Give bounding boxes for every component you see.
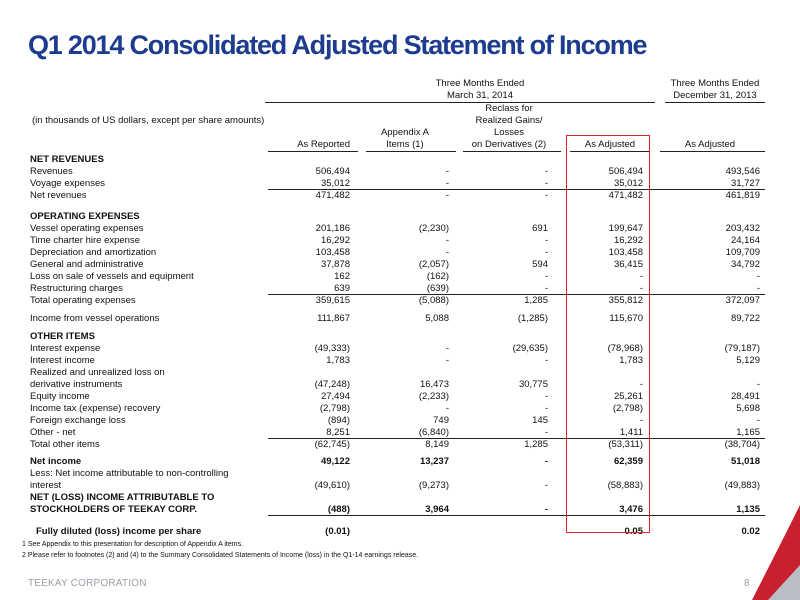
row-value: 111,867 [317,313,350,324]
row-value: 34,792 [730,259,760,270]
row-value: 115,670 [609,313,643,324]
row-label: Other - net [30,427,76,438]
row-value: - [544,504,548,515]
row-value: (49,883) [724,480,760,491]
row-value: 203,432 [725,223,760,234]
footnote-2: 2 Please refer to footnotes (2) and (4) to the Summary Consolidated Statements of Income (loss) in the Q1-14 earnings release. [22,552,419,559]
row-value: (79,187) [724,343,760,354]
col-underline [463,151,561,152]
col-underline [268,151,358,152]
row-value: 506,494 [315,166,350,177]
row-value: (488) [327,504,350,515]
row-value: 51,018 [730,456,760,467]
row-value: 25,261 [613,391,643,402]
row-value: - [756,283,760,294]
row-value: - [756,415,760,426]
row-value: (5,088) [418,295,449,306]
total-rule [268,515,765,516]
row-value: - [544,456,548,467]
row-value: - [445,190,449,201]
row-value: (2,057) [418,259,449,270]
row-value: 1,783 [326,355,350,366]
subtotal-rule [268,189,765,190]
row-value: - [756,271,760,282]
row-value: (6,840) [418,427,449,438]
row-value: (62,745) [314,439,350,450]
col-appendix-line2: Items (1) [386,139,424,150]
row-value: 0.02 [741,526,760,537]
row-value: 461,819 [725,190,760,201]
row-value: 355,812 [608,295,643,306]
row-value: - [445,403,449,414]
row-label: STOCKHOLDERS OF TEEKAY CORP. [30,504,197,515]
row-value: 359,615 [315,295,350,306]
row-value: 1,135 [736,504,760,515]
row-value: - [544,283,548,294]
row-value: 372,097 [725,295,760,306]
row-value: - [544,247,548,258]
row-label: Interest expense [30,343,101,354]
period-date-prior: December 31, 2013 [673,90,757,101]
row-label: NET REVENUES [30,154,104,165]
row-value: 36,415 [613,259,643,270]
row-label: General and administrative [30,259,144,270]
row-value: - [639,283,643,294]
row-value: - [445,247,449,258]
row-value: - [445,343,449,354]
row-value: (29,635) [512,343,548,354]
row-value: 109,709 [725,247,760,258]
row-value: 24,164 [730,235,760,246]
row-label: Realized and unrealized loss on [30,367,165,378]
row-value: (53,311) [608,439,643,450]
row-value: 201,186 [315,223,350,234]
col-appendix-line1: Appendix A [380,127,430,138]
row-value: 62,359 [613,456,643,467]
row-value: - [639,379,643,390]
row-value: 16,292 [613,235,643,246]
corner-decoration [730,505,800,600]
row-label: OPERATING EXPENSES [30,211,140,222]
col-reclass-line3: Losses [493,127,525,138]
row-value: 199,647 [608,223,643,234]
row-label: Less: Net income attributable to non-controlling [30,468,229,479]
period-header-prior: Three Months Ended [670,78,760,89]
row-value: - [445,355,449,366]
row-label: Foreign exchange loss [30,415,126,426]
row-value: - [544,391,548,402]
row-value: - [756,379,760,390]
row-value: - [544,271,548,282]
units-note: (in thousands of US dollars, except per share amounts) [32,115,265,126]
row-value: 31,727 [730,178,760,189]
row-value: 13,237 [419,456,449,467]
row-value: 1,783 [619,355,643,366]
row-value: 5,088 [425,313,449,324]
row-value: 37,878 [320,259,350,270]
row-value: (38,704) [724,439,760,450]
row-value: 1,165 [736,427,760,438]
row-value: 749 [433,415,449,426]
row-value: (2,230) [418,223,449,234]
col-reclass-line1: Reclass for [485,103,533,114]
row-value: 30,775 [518,379,548,390]
row-value: 35,012 [320,178,350,189]
row-value: 639 [334,283,350,294]
row-label: Total other items [30,439,100,450]
col-reclass-line4: on Derivatives (2) [471,139,547,150]
row-label: Restructuring charges [30,283,123,294]
row-value: 1,411 [619,427,643,438]
row-value: (2,798) [319,403,350,414]
col-as-adjusted-prior: As Adjusted [684,139,736,150]
row-value: 145 [532,415,548,426]
row-value: 16,292 [320,235,350,246]
row-value: - [544,178,548,189]
row-value: - [544,166,548,177]
row-value: 162 [334,271,350,282]
col-reclass-line2: Realized Gains/ [475,115,543,126]
as-adjusted-highlight-box [566,135,650,533]
row-value: 89,722 [730,313,760,324]
col-underline [366,151,456,152]
row-label: Loss on sale of vessels and equipment [30,271,194,282]
row-value: (49,333) [314,343,350,354]
row-value: - [544,403,548,414]
row-label: NET (LOSS) INCOME ATTRIBUTABLE TO [30,492,215,503]
row-value: 594 [532,259,548,270]
row-value: 1,285 [524,295,548,306]
header-underline-prior [665,102,765,103]
row-label: Time charter hire expense [30,235,141,246]
row-value: 0.05 [624,526,643,537]
row-label: Depreciation and amortization [30,247,157,258]
row-value: - [544,480,548,491]
row-value: 49,122 [320,456,350,467]
page-title: Q1 2014 Consolidated Adjusted Statement of Income [28,30,647,60]
period-date-current: March 31, 2014 [446,90,513,101]
row-value: - [639,415,643,426]
row-label: Income from vessel operations [30,313,160,324]
row-value: (78,968) [607,343,643,354]
row-value: - [445,235,449,246]
row-value: 1,285 [524,439,548,450]
row-value: (1,285) [517,313,548,324]
row-label: Voyage expenses [30,178,106,189]
row-value: 5,698 [736,403,760,414]
row-value: (894) [327,415,350,426]
row-label: Net revenues [30,190,87,201]
subtotal-rule [268,438,765,439]
row-value: 8,149 [425,439,449,450]
row-value: - [544,427,548,438]
row-label: Vessel operating expenses [30,223,144,234]
row-value: - [445,178,449,189]
row-value: 5,129 [736,355,760,366]
subtotal-rule [268,294,765,295]
row-value: 3,964 [425,504,449,515]
row-value: (2,798) [612,403,643,414]
row-label: Total operating expenses [30,295,136,306]
page-number: 8 [744,578,750,589]
row-value: (2,233) [418,391,449,402]
row-value: (162) [426,271,449,282]
row-value: (47,248) [314,379,350,390]
row-value: 493,546 [725,166,760,177]
row-label: interest [30,480,62,491]
row-label: Equity income [30,391,90,402]
row-value: (0.01) [325,526,350,537]
row-value: - [445,166,449,177]
footer-company: TEEKAY CORPORATION [28,578,147,589]
row-value: - [544,235,548,246]
row-value: 8,251 [326,427,350,438]
period-header-current: Three Months Ended [435,78,525,89]
row-value: 103,458 [315,247,350,258]
row-label: derivative instruments [30,379,123,390]
col-underline [660,151,765,152]
row-label: Interest income [30,355,95,366]
row-value: 3,476 [619,504,643,515]
row-value: - [544,355,548,366]
row-value: 27,494 [320,391,350,402]
row-label: Net income [30,456,82,467]
col-as-adjusted: As Adjusted [584,139,636,150]
row-value: 28,491 [730,391,760,402]
row-value: 506,494 [608,166,643,177]
row-label: Income tax (expense) recovery [30,403,161,414]
row-value: - [639,271,643,282]
col-as-reported: As Reported [297,139,350,150]
footnote-1: 1 See Appendix to this presentation for description of Appendix A items. [22,541,244,548]
row-value: 35,012 [613,178,643,189]
row-label: Fully diluted (loss) income per share [36,526,202,537]
row-value: (58,883) [607,480,643,491]
row-value: (49,610) [314,480,350,491]
row-value: - [544,190,548,201]
row-label: Revenues [30,166,73,177]
row-value: (9,273) [418,480,449,491]
row-value: (639) [426,283,449,294]
row-value: 103,458 [608,247,643,258]
row-value: 691 [532,223,548,234]
row-value: 16,473 [419,379,449,390]
row-value: 471,482 [315,190,350,201]
row-label: OTHER ITEMS [30,331,95,342]
row-value: 471,482 [608,190,643,201]
